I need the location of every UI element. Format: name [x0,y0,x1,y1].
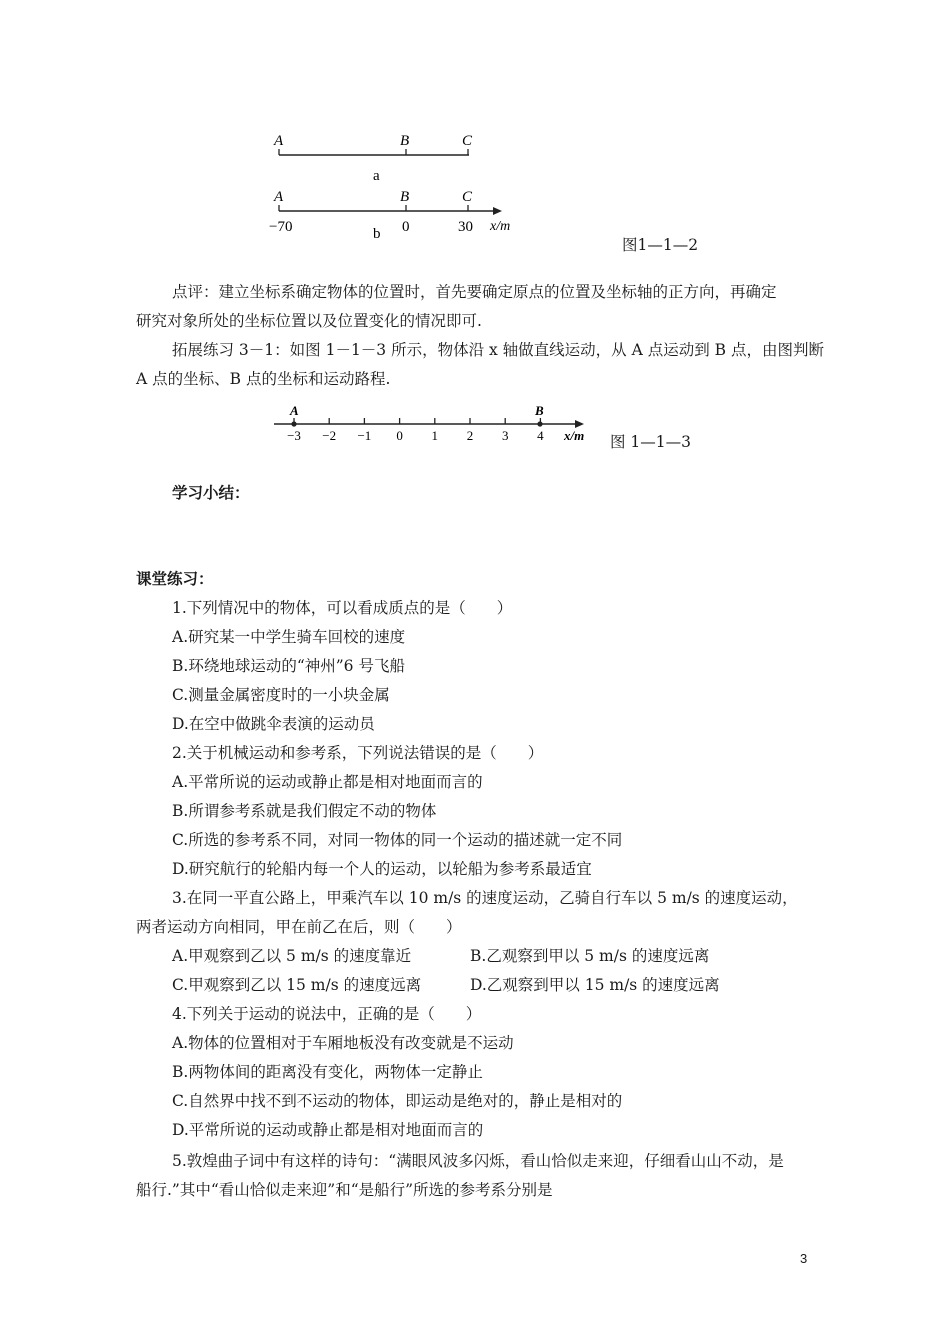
label-point-A: A [290,403,299,418]
point-A [291,421,296,426]
practice-line: 3.在同一平直公路上，甲乘汽车以 10 m/s 的速度运动，乙骑自行车以 5 m/s 的速度运动， [172,889,798,907]
label-a-A: A [274,133,284,149]
figure-1-1-3-title: 图 1—1—3 [610,433,692,451]
practice-line: B.所谓参考系就是我们假定不动的物体 [172,802,437,820]
exercise-line-2: A 点的坐标、B 点的坐标和运动路程. [136,370,391,388]
q3-option-c: C.甲观察到乙以 15 m/s 的速度远离 [172,976,422,994]
axis-b-arrow [493,207,502,215]
figure-1-1-2 [260,125,550,245]
practice-line: B.环绕地球运动的“神州”6 号飞船 [172,657,405,675]
caption-a: a [373,168,380,184]
summary-heading: 学习小结： [172,484,250,502]
label-b-A: A [274,189,284,205]
caption-b: b [373,226,381,242]
page-number: 3 [800,1251,808,1266]
tick-label-b-C: 30 [458,219,473,235]
comment-line-1: 点评：建立坐标系确定物体的位置时，首先要确定原点的位置及坐标轴的正方向，再确定 [172,283,777,301]
axis-3-tick-label: −2 [322,428,337,443]
label-b-B: B [400,189,410,205]
q3-option-b: B.乙观察到甲以 5 m/s 的速度远离 [470,947,710,965]
practice-line: A.物体的位置相对于车厢地板没有改变就是不运动 [172,1034,514,1052]
practice-line: D.研究航行的轮船内每一个人的运动，以轮船为参考系最适宜 [172,860,592,878]
practice-line: B.两物体间的距离没有变化，两物体一定静止 [172,1063,483,1081]
axis-3-arrow [575,420,584,428]
practice-line: 船行.”其中“看山恰似走来迎”和“是船行”所选的参考系分别是 [136,1181,553,1199]
practice-line: C.测量金属密度时的一小块金属 [172,686,390,704]
practice-line: 两者运动方向相同，甲在前乙在后，则（ ） [136,918,462,936]
practice-line: 5.敦煌曲子词中有这样的诗句：“满眼风波多闪烁，看山恰似走来迎，仔细看山山不动，是 [172,1152,784,1170]
practice-line: C.自然界中找不到不运动的物体，即运动是绝对的，静止是相对的 [172,1092,623,1110]
comment-line-2: 研究对象所处的坐标位置以及位置变化的情况即可. [136,312,482,330]
tick-label-b-B: 0 [402,219,410,235]
practice-line: 4.下列关于运动的说法中，正确的是（ ） [172,1005,482,1023]
axis-3-tick-label: 1 [431,428,439,443]
axis-3-tick-label: 4 [537,428,544,443]
axis-3-label: x/m [564,428,585,443]
practice-line: A.研究某一中学生骑车回校的速度 [172,628,406,646]
practice-line: C.所选的参考系不同，对同一物体的同一个运动的描述就一定不同 [172,831,623,849]
practice-line: D.在空中做跳伞表演的运动员 [172,715,375,733]
axis-3-tick-label: 3 [501,428,509,443]
practice-line: A.平常所说的运动或静止都是相对地面而言的 [172,773,483,791]
axis-3-tick-label: 0 [396,428,403,443]
q3-option-d: D.乙观察到甲以 15 m/s 的速度远离 [470,976,720,994]
label-b-C: C [462,189,473,205]
label-a-B: B [400,133,410,149]
label-a-C: C [462,133,473,149]
label-point-B: B [535,403,544,418]
figure-1-1-3 [270,400,600,446]
practice-line: 1.下列情况中的物体，可以看成质点的是（ ） [172,599,513,617]
q3-option-a: A.甲观察到乙以 5 m/s 的速度靠近 [172,947,412,965]
axis-3-tick-label: 2 [466,428,474,443]
axis-3-tick-label: −3 [287,428,301,443]
axis-label-b: x/m [490,219,511,234]
practice-line: D.平常所说的运动或静止都是相对地面而言的 [172,1121,484,1139]
exercise-line-1: 拓展练习 3－1：如图 1－1－3 所示，物体沿 x 轴做直线运动，从 A 点运动到 B 点，由图判断 [172,341,824,359]
axis-3-ticks [287,418,544,443]
tick-label-b-A: −70 [269,219,293,235]
practice-heading: 课堂练习： [136,570,214,588]
point-B [537,421,542,426]
figure-1-1-2-title: 图1—1—2 [622,236,699,254]
axis-3-tick-label: −1 [357,428,372,443]
practice-line: 2.关于机械运动和参考系，下列说法错误的是（ ） [172,744,544,762]
